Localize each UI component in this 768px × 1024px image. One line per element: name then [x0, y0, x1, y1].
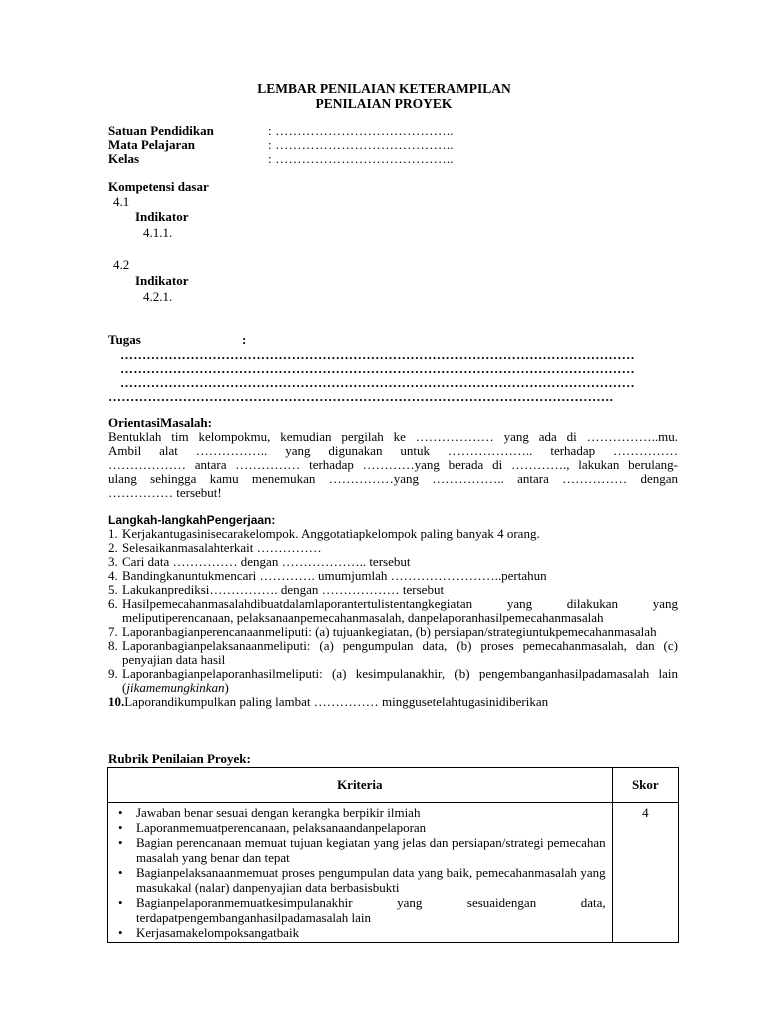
kriteria-text: Jawaban benar sesuai dengan kerangka berpikir ilmiah [136, 805, 421, 820]
orientasi-line-5: …………… tersebut! [108, 485, 222, 500]
tugas-label: Tugas [108, 332, 141, 347]
kriteria-text: Kerjasamakelompoksangatbaik [136, 925, 300, 940]
column-header-skor: Skor [612, 768, 678, 803]
identity-value-class: : ………………………………….. [268, 151, 454, 166]
identity-label-class: Kelas [108, 151, 140, 166]
langkah-step-1 [108, 527, 678, 541]
identity-value-subject: : ………………………………….. [268, 137, 454, 152]
kriteria-text: Bagianpelaksanaanmemuat proses pengumpulan data yang baik, pemecahanmasalah yang masukakal (nalar) danpenyajian data berbasisbukti [136, 865, 606, 895]
bullet-icon: • [118, 805, 123, 820]
langkah-step-9 [108, 667, 678, 695]
step-number: 1. [108, 526, 118, 541]
kriteria-cell [108, 803, 613, 943]
langkah-heading: Langkah-langkahPengerjaan: [108, 513, 276, 527]
step-text: Laporandikumpulkan paling lambat …………… minggusetelahtugasinidiberikan [124, 694, 549, 709]
bullet-icon: • [118, 835, 123, 850]
step-number: 9. [108, 666, 118, 681]
langkah-step-4 [108, 569, 678, 583]
tugas-line-1: ……………………………………………………………………………………………………… [120, 348, 635, 362]
list-item [114, 805, 606, 820]
tugas-line-2: ……………………………………………………………………………………………………… [120, 362, 635, 376]
step-text-italic: jikamemungkinkan [126, 680, 225, 695]
indikator-number-4-1-1: 4.1.1. [143, 225, 173, 240]
orientasi-line-4: ulang sehingga kamu menemukan ……………yang …………….. antara …………… dengan [108, 471, 678, 486]
step-text: Hasilpemecahanmasalahdibuatdalamlaporantertulistentangkegiatan yang dilakukan yang meliputiperencanaan, pelaksanaanpemecahanmasalah, danpelaporanhasilpemecahanmasalah [122, 596, 678, 625]
indikator-label-4-2: Indikator [135, 273, 189, 288]
table-row [108, 803, 679, 943]
list-item [114, 865, 606, 895]
tugas-line-4: ……………………………………………………………………………………………………. [108, 390, 614, 404]
bullet-icon: • [118, 820, 123, 835]
langkah-step-7 [108, 625, 678, 639]
document-title: LEMBAR PENILAIAN KETERAMPILAN [257, 81, 511, 96]
kriteria-text: Bagianpelaporanmemuatkesimpulanakhir yang sesuaidengan data, terdapatpengembanganhasilpadamasalah lain [136, 895, 606, 925]
step-number: 7. [108, 624, 118, 639]
kriteria-list [114, 805, 606, 940]
bullet-icon: • [118, 925, 123, 940]
step-text: Laporanbagianpelaksanaanmeliputi: (a) pengumpulan data, (b) proses pemecahanmasalah, dan (c) penyajian data hasil [122, 638, 678, 667]
step-text: Selesaikanmasalahterkait …………… [122, 540, 322, 555]
step-number: 4. [108, 568, 118, 583]
identity-label-subject: Mata Pelajaran [108, 137, 196, 152]
orientasi-line-3: ……………… antara …………… terhadap …………yang berada di …………., lakukan berulang- [108, 457, 678, 472]
step-text: Lakukanprediksi……………. dengan ……………… tersebut [122, 582, 445, 597]
step-number: 3. [108, 554, 118, 569]
step-text: Laporanbagianpelaporanhasilmeliputi: (a) kesimpulanakhir, (b) pengembanganhasilpadamasalah lain ( [122, 666, 678, 695]
orientasi-line-1: Bentuklah tim kelompokmu, kemudian pergilah ke ……………… yang ada di ……………..mu. [108, 429, 678, 444]
kd-heading: Kompetensi dasar [108, 179, 209, 194]
rubrik-heading: Rubrik Penilaian Proyek: [108, 751, 251, 766]
skor-cell: 4 [612, 803, 678, 943]
rubric-header-row [108, 768, 679, 803]
step-text: Laporanbagianperencanaanmeliputi: (a) tujuankegiatan, (b) persiapan/strategiuntukpemecahanmasalah [122, 624, 657, 639]
bullet-icon: • [118, 865, 123, 880]
kd-number-4-1: 4.1 [113, 194, 130, 209]
list-item [114, 835, 606, 865]
list-item [114, 925, 606, 940]
tugas-colon: : [242, 332, 247, 347]
step-text: Kerjakantugasinisecarakelompok. Anggotatiapkelompok paling banyak 4 orang. [122, 526, 540, 541]
step-text: Bandingkanuntukmencari …………. umumjumlah ……………………..pertahun [122, 568, 547, 583]
step-text-wrapper [122, 667, 678, 695]
indikator-label-4-1: Indikator [135, 209, 189, 224]
rubric-table [107, 767, 679, 943]
langkah-step-8 [108, 639, 678, 667]
langkah-list [108, 527, 678, 709]
kd-number-4-2: 4.2 [113, 257, 130, 272]
langkah-step-10 [108, 695, 678, 709]
column-header-kriteria: Kriteria [108, 768, 613, 803]
kriteria-text: Laporanmemuatperencanaan, pelaksanaandanpelaporan [136, 820, 427, 835]
tugas-line-3: ……………………………………………………………………………………………………… [120, 376, 635, 390]
orientasi-line-2: Ambil alat …………….. yang digunakan untuk ……………….. terhadap …………… [108, 443, 678, 458]
langkah-step-2 [108, 541, 678, 555]
step-text: Cari data …………… dengan ……………….. tersebut [122, 554, 411, 569]
identity-value-school: : ………………………………….. [268, 123, 454, 138]
step-number: 8. [108, 638, 118, 653]
step-number: 5. [108, 582, 118, 597]
langkah-step-5 [108, 583, 678, 597]
list-item [114, 895, 606, 925]
step-number: 6. [108, 596, 118, 611]
step-text-after: ) [224, 680, 229, 695]
orientasi-heading: OrientasiMasalah: [108, 415, 212, 430]
list-item [114, 820, 606, 835]
langkah-step-6 [108, 597, 678, 625]
identity-label-school: Satuan Pendidikan [108, 123, 214, 138]
indikator-number-4-2-1: 4.2.1. [143, 289, 173, 304]
bullet-icon: • [118, 895, 123, 910]
document-subtitle: PENILAIAN PROYEK [315, 96, 453, 111]
kriteria-text: Bagian perencanaan memuat tujuan kegiatan yang jelas dan persiapan/strategi pemecahan masalah yang benar dan tepat [136, 835, 606, 865]
step-number: 2. [108, 540, 118, 555]
langkah-step-3 [108, 555, 678, 569]
step-number: 10. [108, 694, 125, 709]
